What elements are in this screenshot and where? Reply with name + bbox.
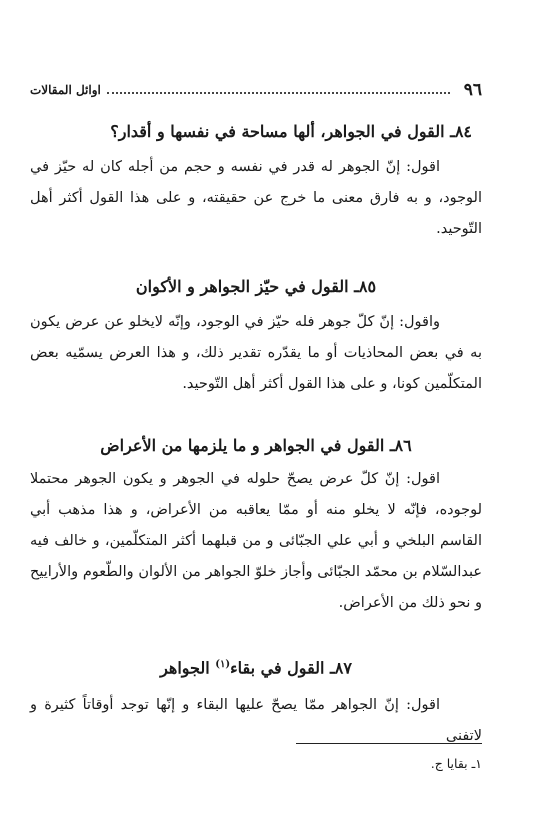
section-paragraph: اقول: إنّ الجوهر له قدر في نفسه و حجم من أجله كان له حيّز في الوجود، و به فارق معنى ما خرج عن حقيقته، و على هذا القول أكثر أهل التّوحيد. bbox=[30, 159, 482, 237]
footnote: ١ـ بقايا ج. bbox=[430, 756, 482, 771]
section-heading: ٨٦ـ القول في الجواهر و ما يلزمها من الأعراض bbox=[100, 436, 412, 455]
page-body bbox=[30, 120, 482, 752]
page-number: ٩٦ bbox=[463, 80, 482, 100]
section-86 bbox=[30, 434, 482, 619]
running-header bbox=[30, 78, 482, 102]
running-title: اوائل المقالات bbox=[30, 83, 101, 97]
heading-text-end: الجواهر bbox=[160, 658, 216, 678]
header-dot-leader bbox=[107, 92, 450, 94]
footnote-separator bbox=[296, 743, 482, 744]
section-heading: ٨٤ـ القول في الجواهر، ألها مساحة في نفسها و أقدار؟ bbox=[110, 122, 472, 141]
section-87 bbox=[30, 653, 482, 752]
footnote-reference[interactable]: (١) bbox=[215, 659, 231, 670]
section-85 bbox=[30, 275, 482, 400]
heading-text-start: ٨٧ـ القول في بقاء bbox=[230, 658, 352, 678]
section-heading bbox=[30, 653, 482, 680]
section-heading: ٨٥ـ القول في حيّز الجواهر و الأكوان bbox=[135, 277, 377, 296]
section-paragraph: اقول: إنّ كلّ عرض يصحّ حلوله في الجوهر و يكون الجوهر محتملا لوجوده، فإنّه لا يخلو منه أو ممّا يعاقبه من الأعراض، و هذا مذهب أبي القاسم البلخي و أبي علي الجبّائى و من قبلهما أكثر المتكلّمين، و خالف فيه عبدالسّلام بن محمّد الجبّائى وأجاز خلوّ الجواهر من الألوان والطّعوم والأراييح و نحو ذلك من الأعراض. bbox=[30, 471, 482, 611]
section-84 bbox=[30, 120, 482, 245]
section-paragraph: اقول: إنّ الجواهر ممّا يصحّ عليها البقاء و إنّها توجد أوقاتاً كثيرة و لاتفنى bbox=[30, 697, 482, 745]
section-paragraph: واقول: إنّ كلّ جوهر فله حيّز في الوجود، وإنّه لايخلو عن عرض يكون به في بعض المحاذيات أو ما يقدّره تقدير ذلك، و هذا العرض يسمّيه بعض المتكلّمين كونا، و على هذا القول أكثر أهل التّوحيد. bbox=[30, 314, 482, 392]
